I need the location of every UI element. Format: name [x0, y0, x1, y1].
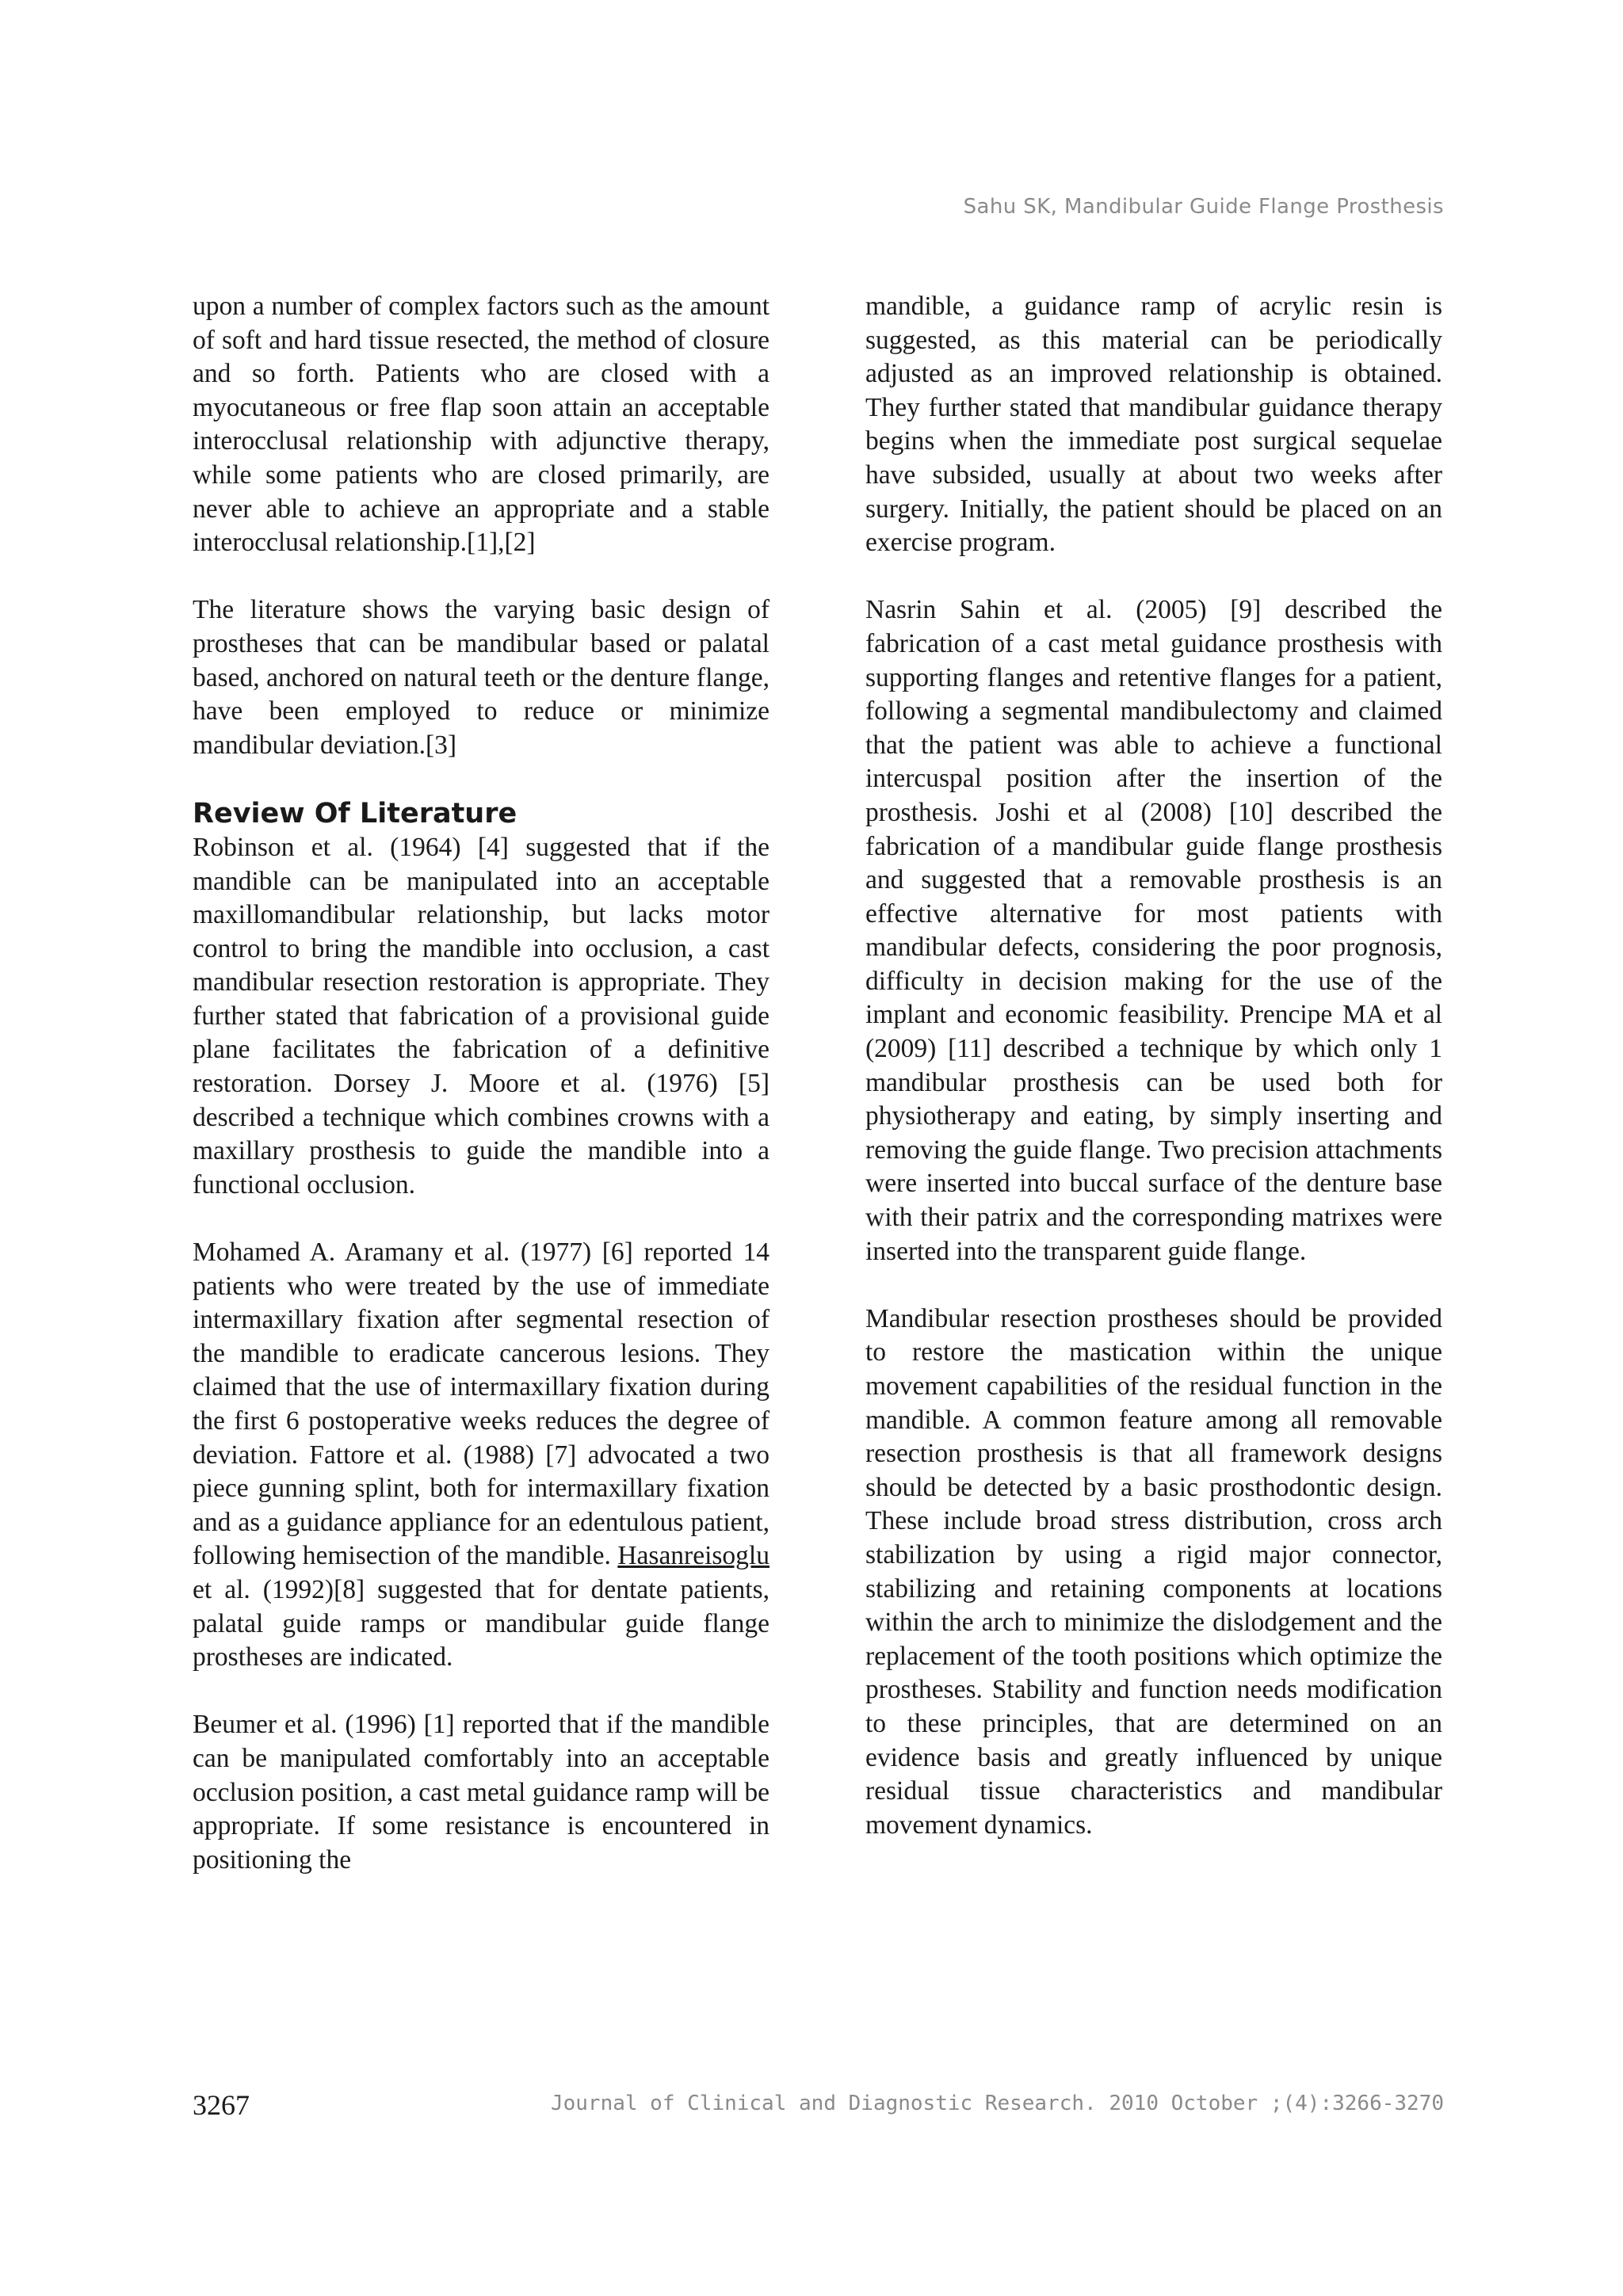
page-number: 3267: [193, 2089, 250, 2121]
paragraph: Robinson et al. (1964) [4] suggested that if the mandible can be manipulated into an acceptable maxillomandibular relationship, but lacks motor control to bring the mandible into occlusion, a cast mandibular resection restoration is appropriate. They further stated that fabrication of a provisional guide plane facilitates the fabrication of a definitive restoration. Dorsey J. Moore et al. (1976) [5] described a technique which combines crowns with a maxillary prosthesis to guide the mandible into a functional occlusion.: [193, 832, 769, 1199]
paragraph: Beumer et al. (1996) [1] reported that if the mandible can be manipulated comfortably into an acceptable occlusion position, a cast metal guidance ramp will be appropriate. If some resistance is encountered in positioning the: [193, 1710, 769, 1875]
paragraph-text: et al. (1992)[8] suggested that for dentate patients, palatal guide ramps or mandibular guide flange prostheses are indicated.: [193, 1574, 769, 1672]
left-column: [193, 290, 769, 1877]
journal-citation: Journal of Clinical and Diagnostic Research. 2010 October ;(4):3266-3270: [550, 2092, 1444, 2115]
running-head: Sahu SK, Mandibular Guide Flange Prosthesis: [963, 195, 1444, 219]
paragraph: upon a number of complex factors such as the amount of soft and hard tissue resected, the method of closure and so forth. Patients who are closed with a myocutaneous or free flap soon attain an acceptable interocclusal relationship with adjunctive therapy, while some patients who are closed primarily, are never able to achieve an appropriate and a stable interocclusal relationship.[1],[2]: [193, 292, 769, 558]
paragraph: Mandibular resection prostheses should be provided to restore the mastication within the unique movement capabilities of the residual function in the mandible. A common feature among all removable resection prosthesis is that all framework designs should be detected by a basic prosthodontic design. These include broad stress distribution, cross arch stabilization by using a rigid major connector, stabilizing and retaining components at locations within the arch to minimize the dislodgement and the replacement of the tooth positions which optimize the prostheses. Stability and function needs modification to these principles, that are determined on an evidence basis and greatly influenced by unique residual tissue characteristics and mandibular movement dynamics.: [865, 1303, 1442, 1840]
paragraph: Nasrin Sahin et al. (2005) [9] described the fabrication of a cast metal guidance prosthesis with supporting flanges and retentive flanges for a patient, following a segmental mandibulectomy and claimed that the patient was able to achieve a functional intercuspal position after the insertion of the prosthesis. Joshi et al (2008) [10] described the fabrication of a mandibular guide flange prosthesis and suggested that a removable prosthesis is an effective alternative for most patients with mandibular defects, considering the poor prognosis, difficulty in decision making for the use of the implant and economic feasibility. Prencipe MA et al (2009) [11] described a technique by which only 1 mandibular prosthesis can be used both for physiotherapy and eating, by simply inserting and removing the guide flange. Two precision attachments were inserted into buccal surface of the denture base with their patrix and the corresponding matrixes were inserted into the transparent guide flange.: [865, 595, 1442, 1266]
paragraph-text: Mohamed A. Aramany et al. (1977) [6] reported 14 patients who were treated by the use of immediate intermaxillary fixation after segmental resection of the mandible to eradicate cancerous lesions. They claimed that the use of intermaxillary fixation during the first 6 postoperative weeks reduces the degree of deviation. Fattore et al. (1988) [7] advocated a two piece gunning splint, both for intermaxillary fixation and as a guidance appliance for an edentulous patient, following hemisection of the mandible.: [193, 1238, 769, 1571]
paragraph: [193, 1236, 769, 1675]
paragraph: mandible, a guidance ramp of acrylic resin is suggested, as this material can be periodically adjusted as an improved relationship is obtained. They further stated that mandibular guidance therapy begins when the immediate post surgical sequelae have subsided, usually at about two weeks after surgery. Initially, the patient should be placed on an exercise program.: [865, 292, 1442, 558]
section-heading: Review Of Literature: [193, 797, 517, 830]
author-link[interactable]: Hasanreisoglu: [617, 1541, 769, 1571]
right-column: [865, 290, 1442, 1842]
paragraph: The literature shows the varying basic design of prostheses that can be mandibular based or palatal based, anchored on natural teeth or the denture flange, have been employed to reduce or minimize mandibular deviation.[3]: [193, 595, 769, 760]
